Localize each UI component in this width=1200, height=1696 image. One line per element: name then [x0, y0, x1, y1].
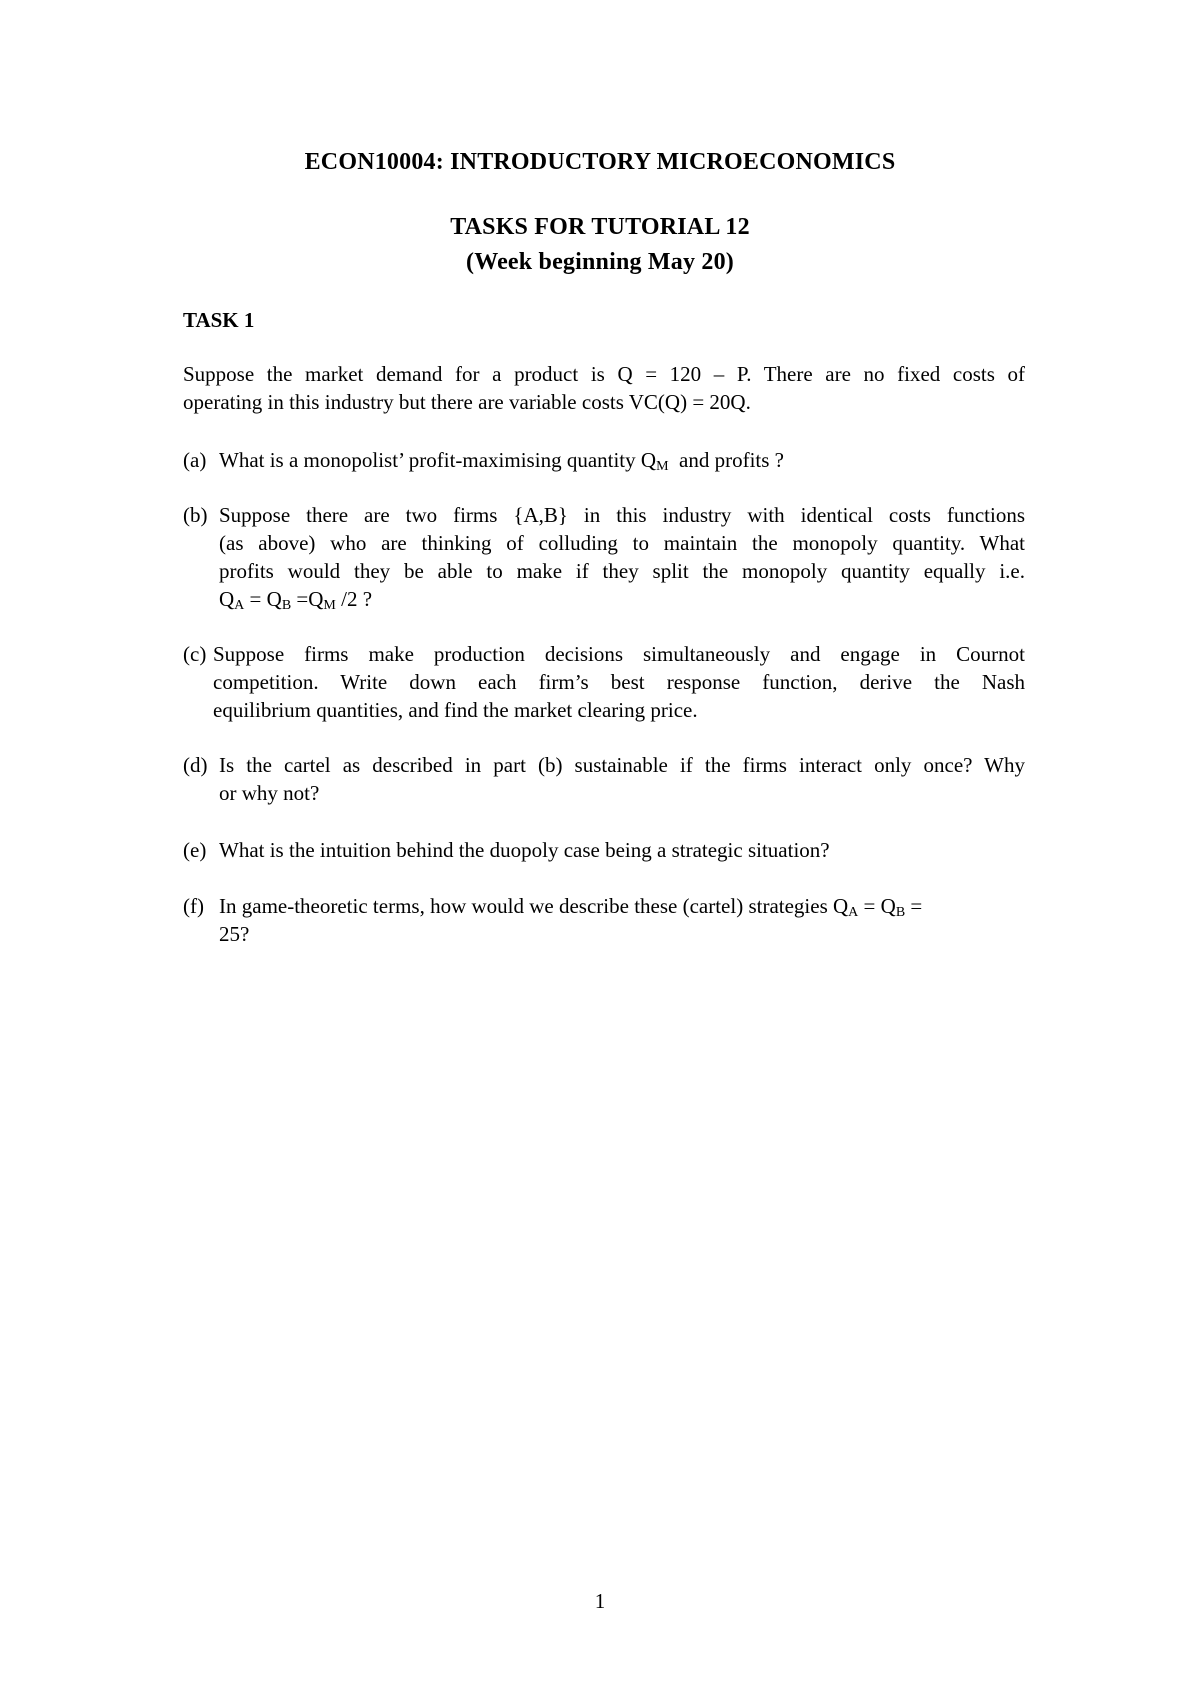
question-d-marker: (d) [183, 753, 208, 777]
subscript-m: M [656, 459, 669, 474]
intro-line-1: Suppose the market demand for a product is Q = 120 – P. There are no fixed costs of [183, 362, 1025, 386]
question-a-text-part2: and profits ? [668, 448, 784, 472]
question-f-text [219, 892, 1025, 948]
subscript-a: A [234, 598, 245, 613]
question-c [183, 640, 1025, 724]
question-a-marker: (a) [183, 448, 207, 472]
equals-q: =Q [291, 587, 324, 611]
question-f-tail: = [905, 894, 923, 918]
equals-q: = Q [858, 894, 896, 918]
question-c-text [213, 640, 1025, 724]
equals-q: = Q [244, 587, 282, 611]
question-a-text-part1: What is a monopolist’ profit-maximising quantity Q [219, 448, 657, 472]
question-f-line-1 [219, 892, 1025, 920]
question-a-text [219, 446, 1025, 474]
question-c-line-2: competition. Write down each firm’s best response function, derive the Nash [213, 670, 1025, 694]
question-b-marker: (b) [183, 503, 208, 527]
question-d-line-2: or why not? [219, 781, 320, 805]
page-number: 1 [594, 1589, 606, 1613]
course-title: ECON10004: INTRODUCTORY MICROECONOMICS [304, 149, 896, 175]
question-f-line-2: 25? [219, 922, 250, 946]
question-f-marker: (f) [183, 894, 204, 918]
question-e [183, 836, 1025, 864]
week-subtitle: (Week beginning May 20) [466, 249, 734, 275]
question-d-text [219, 751, 1025, 807]
question-d [183, 751, 1025, 807]
subscript-m: M [323, 598, 336, 613]
intro-paragraph [183, 360, 1025, 416]
question-b-line-3: profits would they be able to make if they split the monopoly quantity equally i.e. [219, 559, 1025, 583]
question-b-tail: /2 ? [335, 587, 373, 611]
question-d-line-1: Is the cartel as described in part (b) sustainable if the firms interact only once? Why [219, 753, 1025, 777]
question-e-marker: (e) [183, 838, 207, 862]
question-b-line-2: (as above) who are thinking of colluding to maintain the monopoly quantity. What [219, 531, 1025, 555]
q-symbol: Q [219, 587, 235, 611]
question-b-line-4 [219, 585, 1025, 613]
question-c-line-3: equilibrium quantities, and find the market clearing price. [213, 698, 698, 722]
question-c-line-1: Suppose firms make production decisions simultaneously and engage in Cournot [213, 642, 1025, 666]
subscript-b: B [895, 905, 906, 920]
question-c-marker: (c) [183, 642, 207, 666]
question-b [183, 501, 1025, 613]
question-b-line-1: Suppose there are two firms {A,B} in this industry with identical costs functions [219, 503, 1025, 527]
question-f-text-part1: In game-theoretic terms, how would we describe these (cartel) strategies Q [219, 894, 849, 918]
intro-line-2: operating in this industry but there are variable costs VC(Q) = 20Q. [183, 390, 751, 414]
question-b-text [219, 501, 1025, 613]
subscript-a: A [848, 905, 859, 920]
tutorial-title: TASKS FOR TUTORIAL 12 [450, 214, 750, 240]
question-e-text: What is the intuition behind the duopoly case being a strategic situation? [219, 838, 830, 862]
question-f [183, 892, 1025, 948]
question-a [183, 446, 1025, 474]
task-heading: TASK 1 [183, 308, 255, 332]
subscript-b: B [281, 598, 292, 613]
